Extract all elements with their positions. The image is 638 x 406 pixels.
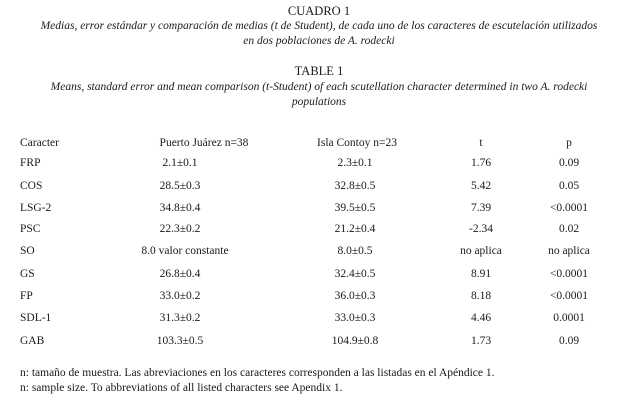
caption-en-line-1: Means, standard error and mean comparison (t-Student) of each scutellation character determined in two A. rodecki bbox=[50, 81, 588, 93]
cell-character: GS bbox=[20, 268, 35, 280]
cell-puerto-juarez: 103.3±0.5 bbox=[156, 335, 204, 347]
cell-isla-contoy: 104.9±0.8 bbox=[331, 335, 379, 347]
table-row bbox=[0, 221, 638, 237]
cell-puerto-juarez: 28.5±0.3 bbox=[159, 180, 201, 192]
caption-es-label: CUADRO 1 bbox=[287, 4, 351, 18]
cell-puerto-juarez: 22.3±0.2 bbox=[159, 223, 201, 235]
cell-p: no aplica bbox=[548, 245, 590, 257]
cell-t: 8.18 bbox=[470, 290, 492, 302]
cell-p: <0.0001 bbox=[549, 268, 589, 280]
cell-character: COS bbox=[20, 180, 43, 192]
cell-p: 0.0001 bbox=[553, 312, 585, 324]
cell-isla-contoy: 36.0±0.3 bbox=[334, 290, 376, 302]
cell-t: -2.34 bbox=[469, 223, 493, 235]
cell-t: 1.73 bbox=[470, 335, 492, 347]
header-isla-contoy: Isla Contoy n=23 bbox=[317, 137, 397, 149]
table-row bbox=[0, 155, 638, 171]
cell-puerto-juarez: 33.0±0.2 bbox=[159, 290, 201, 302]
cell-puerto-juarez: 8.0 valor constante bbox=[141, 245, 229, 257]
cell-puerto-juarez: 2.1±0.1 bbox=[162, 157, 198, 169]
table-row bbox=[0, 310, 638, 326]
cell-puerto-juarez: 31.3±0.2 bbox=[159, 312, 201, 324]
cell-t: 8.91 bbox=[470, 268, 492, 280]
table-row bbox=[0, 333, 638, 349]
cell-isla-contoy: 2.3±0.1 bbox=[337, 157, 373, 169]
cell-p: 0.09 bbox=[558, 335, 580, 347]
cell-t: 4.46 bbox=[470, 312, 492, 324]
cell-character: LSG-2 bbox=[20, 202, 52, 214]
header-t: t bbox=[479, 137, 483, 149]
cell-p: 0.09 bbox=[558, 157, 580, 169]
cell-isla-contoy: 39.5±0.5 bbox=[334, 202, 376, 214]
cell-character: GAB bbox=[20, 335, 45, 347]
cell-t: 5.42 bbox=[470, 180, 492, 192]
table-row bbox=[0, 178, 638, 194]
cell-character: FP bbox=[20, 290, 33, 302]
table-row bbox=[0, 288, 638, 304]
header-p: p bbox=[566, 137, 572, 149]
cell-p: <0.0001 bbox=[549, 202, 589, 214]
cell-character: SDL-1 bbox=[20, 312, 52, 324]
table-header-row bbox=[0, 135, 638, 151]
cell-p: <0.0001 bbox=[549, 290, 589, 302]
cell-isla-contoy: 32.8±0.5 bbox=[334, 180, 376, 192]
cell-puerto-juarez: 26.8±0.4 bbox=[159, 268, 201, 280]
cell-character: FRP bbox=[20, 157, 41, 169]
cell-isla-contoy: 32.4±0.5 bbox=[334, 268, 376, 280]
header-puerto-juarez: Puerto Juárez n=38 bbox=[159, 137, 249, 149]
caption-en-line-2: populations bbox=[291, 96, 347, 108]
cell-t: 7.39 bbox=[470, 202, 492, 214]
caption-es-line-1: Medias, error estándar y comparación de medias (t de Student), de cada uno de los caracteres de escutelación utilizados bbox=[40, 20, 598, 32]
table-row bbox=[0, 243, 638, 259]
cell-isla-contoy: 21.2±0.4 bbox=[334, 223, 376, 235]
header-caracter: Caracter bbox=[20, 137, 59, 149]
footnote-en: n: sample size. To abbreviations of all listed characters see Apendix 1. bbox=[20, 382, 343, 394]
cell-isla-contoy: 33.0±0.3 bbox=[334, 312, 376, 324]
table-row bbox=[0, 200, 638, 216]
caption-en-label: TABLE 1 bbox=[294, 64, 344, 78]
cell-p: 0.02 bbox=[558, 223, 580, 235]
cell-t: no aplica bbox=[460, 245, 502, 257]
cell-character: SO bbox=[20, 245, 35, 257]
caption-es-line-2: en dos poblaciones de A. rodecki bbox=[243, 35, 395, 47]
footnote-es: n: tamaño de muestra. Las abreviaciones en los caracteres corresponden a las listadas en el Apéndice 1. bbox=[20, 367, 495, 379]
cell-character: PSC bbox=[20, 223, 41, 235]
cell-isla-contoy: 8.0±0.5 bbox=[337, 245, 373, 257]
cell-t: 1.76 bbox=[470, 157, 492, 169]
table-row bbox=[0, 266, 638, 282]
cell-p: 0.05 bbox=[558, 180, 580, 192]
cell-puerto-juarez: 34.8±0.4 bbox=[159, 202, 201, 214]
